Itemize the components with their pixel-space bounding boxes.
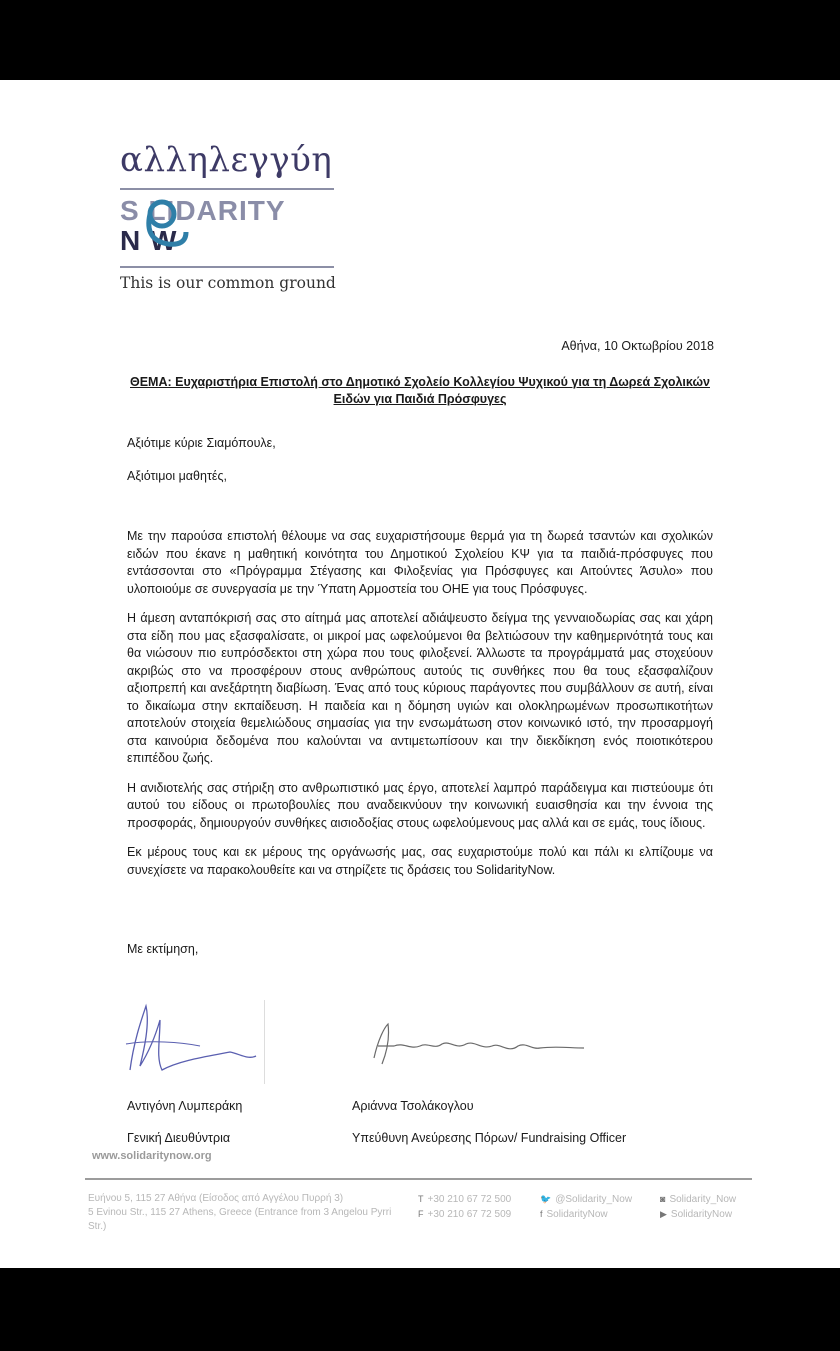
paragraph: Εκ μέρους τους και εκ μέρους της οργάνωσής μας, σας ευχαριστούμε πολύ και πάλι κι ελπίζουμε να συνεχίσετε να παρακολουθείτε και να στηρίζετε τις δράσεις του SolidarityNow. (127, 845, 713, 877)
signature-2 (370, 1020, 590, 1070)
footer-divider (85, 1178, 752, 1180)
instagram-handle[interactable]: Solidarity_Now (669, 1194, 737, 1205)
signature-2-drawing (370, 1020, 590, 1070)
paragraph: Η ανιδιοτελής σας στήριξη στο ανθρωπιστικό μας έργο, αποτελεί λαμπρό παράδειγμα και πιστεύουμε ότι αυτού του είδους οι πρωτοβουλίες που αναδεικνύουν την κοινωνική ευαισθησία και την έννοια της προσφοράς, δημιουργούν συνθήκες αισιοδοξίας στους ωφελούμενους μας αλλά και σε εμάς, τους ίδιους. (127, 780, 713, 830)
youtube-handle[interactable]: SolidarityNow (670, 1209, 733, 1220)
facebook-handle[interactable]: SolidarityNow (546, 1209, 608, 1220)
fax-prefix: F (418, 1209, 424, 1219)
footer-contact (418, 1192, 511, 1222)
facebook-icon: f (540, 1209, 543, 1219)
phone-number: +30 210 67 72 500 (427, 1194, 512, 1205)
letter-page (0, 80, 840, 1268)
paragraph: Με την παρούσα επιστολή θέλουμε να σας ευχαριστήσουμε θερμά για τη δωρεά τσαντών και σχολικών ειδών που έκανε η μαθητική κοινότητα του Δημοτικού Σχολείου ΚΨ για τα παιδιά-πρόσφυγες που εντάσσονται στο «Πρόγραμμα Στέγασης και Φιλοξενίας για Πρόσφυγες και Αιτούντες Άσυλο» που υλοποιούμε σε συνεργασία με την Ύπατη Αρμοστεία του ΟΗΕ για τους Πρόσφυγες. (127, 529, 713, 596)
signatory-2-name: Αριάννα Τσολάκογλου (352, 1099, 474, 1113)
address-greek: Ευήνου 5, 115 27 Αθήνα (Είσοδος από Αγγέλου Πυρρή 3) (88, 1193, 344, 1204)
logo-wordmark (120, 196, 340, 260)
solidarity-now-logo (120, 140, 340, 292)
footer-social-1 (540, 1192, 632, 1222)
logo-swirl-icon (138, 196, 198, 258)
paragraph: Η άμεση ανταπόκρισή σας στο αίτημά μας αποτελεί αδιάψευστο δείγμα της γενναιοδωρίας σας και χάρη στα είδη που μας εξασφαλίσατε, οι μικροί μας ωφελούμενοι θα βελτιώσουν την καθημερινότητά τους και θα νιώσουν πιο ευπρόσδεκτοι στη χώρα που τους φιλοξενεί. Άλλωστε τα προγράμματά μας στοχεύουν ακριβώς στο να προσφέρουν στους ανθρώπους αυτούς τις συνθήκες που θα τους εξασφαλίζουν αξιοπρεπή και ανεξάρτητη διαβίωση. Ένας από τους κύριους παράγοντες που συμβάλλουν σε αυτή, είναι το δικαίωμα στην εκπαίδευση. Η παιδεία και η δόμηση υγιών και ολοκληρωμένων προσωπικοτήτων αποτελούν στοιχεία θεμελιώδους σημασίας για την ενσωμάτωση στον κοινωνικό ιστό, την προσαρμογή στα καινούρια δεδομένα που καλούνται να αντιμετωπίσουν και την διεκδίκηση ενός ποιοτικότερου επιπέδου ζωής. (127, 611, 713, 765)
youtube-icon: ▶ (660, 1209, 667, 1219)
address-english: 5 Evinou Str., 115 27 Athens, Greece (Entrance from 3 Angelou Pyrri Str.) (88, 1207, 392, 1232)
signatory-1-name: Αντιγόνη Λυμπεράκη (127, 1099, 243, 1113)
letter-date: Αθήνα, 10 Οκτωβρίου 2018 (561, 339, 714, 353)
signatory-1-title: Γενική Διευθύντρια (127, 1131, 231, 1145)
signatory-2-title: Υπεύθυνη Ανεύρεσης Πόρων/ Fundraising Officer (352, 1131, 627, 1145)
footer-social-2 (660, 1192, 736, 1222)
letter-body (127, 528, 713, 891)
fax-number: +30 210 67 72 509 (427, 1209, 512, 1220)
phone-prefix: T (418, 1194, 424, 1204)
signature-1 (120, 1000, 265, 1084)
logo-greek-text: αλληλεγγύη (120, 140, 333, 180)
website-link[interactable]: www.solidaritynow.org (92, 1150, 212, 1162)
salutation-1: Αξιότιμε κύριε Σιαμόπουλε, (127, 436, 276, 450)
closing: Με εκτίμηση, (127, 942, 199, 956)
footer-address (88, 1192, 408, 1234)
logo-line-2: N W (120, 225, 178, 256)
logo-tagline: This is our common ground (120, 274, 336, 292)
twitter-handle[interactable]: @Solidarity_Now (555, 1194, 633, 1205)
instagram-icon: ◙ (660, 1194, 666, 1204)
logo-divider (120, 188, 334, 190)
logo-line-1: S LIDARITY (120, 195, 286, 226)
letter-subject: ΘΕΜΑ: Ευχαριστήρια Επιστολή στο Δημοτικό Σχολείο Κολλεγίου Ψυχικού για τη Δωρεά Σχολικών Ειδών για Παιδιά Πρόσφυγες (130, 375, 710, 406)
salutation-2: Αξιότιμοι μαθητές, (127, 469, 227, 483)
logo-divider-bottom (120, 266, 334, 268)
signature-1-drawing (120, 1000, 264, 1084)
twitter-icon: 🐦 (540, 1194, 552, 1204)
